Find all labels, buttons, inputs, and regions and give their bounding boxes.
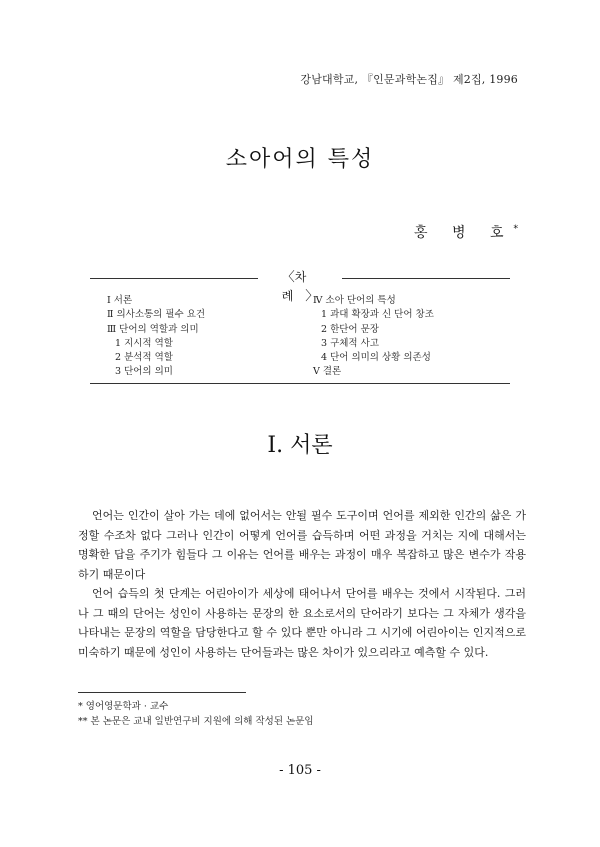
toc-item: Ⅱ 의사소통의 필수 요건 <box>107 309 206 321</box>
toc-item: Ⅴ 결론 <box>313 366 342 378</box>
toc-right-column <box>313 294 434 380</box>
paper-title: 소아어의 특성 <box>225 147 375 172</box>
toc-item: Ⅲ 단어의 역할과 의미 <box>107 323 199 335</box>
footnote: * 영어영문학과 · 교수 <box>78 701 169 712</box>
footnote: ** 본 논문은 교내 일반연구비 지원에 의해 작성된 논문임 <box>78 716 314 727</box>
journal-reference: 강남대학교, 『인문과학논집』 제2집, 1996 <box>300 73 518 86</box>
toc-left-bracket: 〈 <box>281 270 295 285</box>
toc-heading <box>258 268 342 304</box>
toc-item: 2 한단어 문장 <box>321 323 379 335</box>
footnotes <box>78 699 314 729</box>
footnote-divider <box>78 692 246 693</box>
toc-item: Ⅰ 서론 <box>107 295 133 306</box>
toc-item: Ⅳ 소아 단어의 특성 <box>313 295 396 306</box>
toc-item: 1 과대 확장과 신 단어 창조 <box>321 309 434 321</box>
body-paragraph: 언어는 인간이 살아 가는 데에 없어서는 안될 필수 도구이며 언어를 제외한 인간의 삶은 가정할 수조차 없다 그러나 인간이 어떻게 언어를 습득하며 어떤 과정을 거치는 지에 대해서는 명확한 답을 주기가 힘들다 그 이유는 언어를 배우는 과정이 매우 복잡하고 많은 변수가 작용하기 때문이다 <box>78 509 526 581</box>
body-text <box>78 506 526 662</box>
page-number: - 105 - <box>279 763 321 778</box>
author-footnote-marker: * <box>513 224 518 235</box>
body-paragraph: 언어 습득의 첫 단계는 어린아이가 세상에 태어나서 단어를 배우는 것에서 시작된다. 그러나 그 때의 단어는 성인이 사용하는 문장의 한 요소로서의 단어라기 보다는 그 자체가 생각을 나타내는 문장의 역할을 담당한다고 할 수 있다 뿐만 아니라 그 시기에 어린아이는 인지적으로 미숙하기 때문에 성인이 사용하는 단어들과는 많은 차이가 있으리라고 예측할 수 있다. <box>78 587 526 659</box>
toc-left-column <box>107 294 205 380</box>
section-heading: I. 서론 <box>267 433 333 458</box>
author-name-text: 홍 병 호 <box>414 225 514 241</box>
toc-right-bracket: 〉 <box>305 289 319 304</box>
toc-item: 2 분석적 역할 <box>115 352 173 364</box>
author-name <box>414 222 518 242</box>
toc-item: 1 지시적 역할 <box>115 337 173 349</box>
toc-item: 3 구체적 사고 <box>321 337 379 349</box>
toc-item: 4 단어 의미의 상황 의존성 <box>321 352 431 364</box>
toc-heading-text: 차 례 <box>281 270 319 303</box>
toc-item: 3 단어의 의미 <box>115 366 173 378</box>
